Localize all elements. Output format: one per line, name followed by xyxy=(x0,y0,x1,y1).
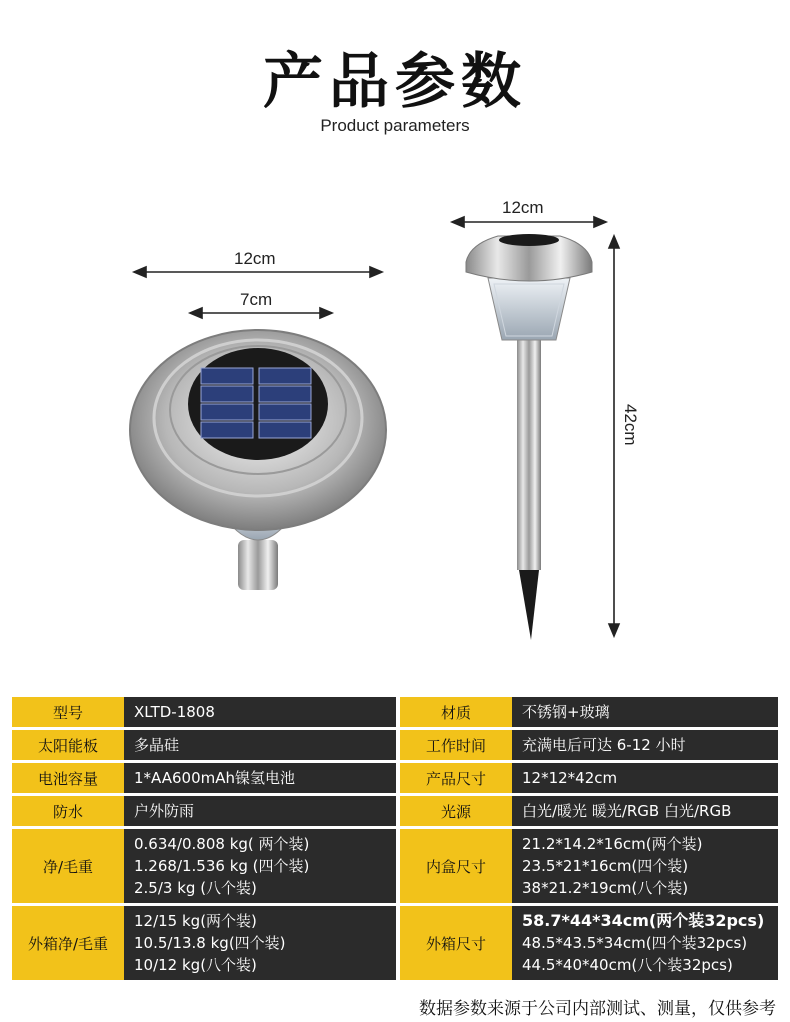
spec-key: 型号 xyxy=(12,697,124,727)
spec-value: XLTD-1808 xyxy=(124,697,396,727)
footnote: 数据参数来源于公司内部测试、测量，仅供参考 xyxy=(419,999,776,1019)
spec-value: 12*12*42cm xyxy=(512,763,778,793)
spec-key: 太阳能板 xyxy=(12,730,124,760)
table-row xyxy=(12,763,778,793)
spec-key: 外箱尺寸 xyxy=(396,906,512,980)
spec-value: 白光/暖光 暖光/RGB 白光/RGB xyxy=(512,796,778,826)
spec-key: 电池容量 xyxy=(12,763,124,793)
spec-value: 充满电后可达 6-12 小时 xyxy=(512,730,778,760)
spec-key: 外箱净/毛重 xyxy=(12,906,124,980)
spec-value: 58.7*44*34cm(两个装32pcs) 48.5*43.5*34cm(四个装32pcs) 44.5*40*40cm(八个装32pcs) xyxy=(512,906,778,980)
spec-key: 防水 xyxy=(12,796,124,826)
table-row xyxy=(12,730,778,760)
spec-key: 净/毛重 xyxy=(12,829,124,903)
height-label: 42cm xyxy=(621,404,640,446)
side-width-label: 12cm xyxy=(502,198,544,217)
spec-key: 内盒尺寸 xyxy=(396,829,512,903)
lamp-side-view xyxy=(466,234,592,640)
spec-value: 21.2*14.2*16cm(两个装) 23.5*21*16cm(四个装) 38*21.2*19cm(八个装) xyxy=(512,829,778,903)
table-row xyxy=(12,906,778,980)
spec-value: 1*AA600mAh镍氢电池 xyxy=(124,763,396,793)
spec-value: 多晶硅 xyxy=(124,730,396,760)
top-width-label: 12cm xyxy=(234,249,276,268)
specs-table xyxy=(12,694,778,983)
panel-width-label: 7cm xyxy=(240,290,273,309)
spec-key: 光源 xyxy=(396,796,512,826)
spec-key: 产品尺寸 xyxy=(396,763,512,793)
table-row xyxy=(12,796,778,826)
table-row xyxy=(12,697,778,727)
spec-key: 材质 xyxy=(396,697,512,727)
lamp-top-view xyxy=(130,330,386,590)
page-subtitle: Product parameters xyxy=(320,116,470,135)
spec-value: 户外防雨 xyxy=(124,796,396,826)
table-row xyxy=(12,829,778,903)
spec-value: 12/15 kg(两个装) 10.5/13.8 kg(四个装) 10/12 kg(八个装) xyxy=(124,906,396,980)
spec-value: 0.634/0.808 kg( 两个装) 1.268/1.536 kg (四个装) 2.5/3 kg (八个装) xyxy=(124,829,396,903)
spec-key: 工作时间 xyxy=(396,730,512,760)
height-arrow xyxy=(609,236,619,636)
spec-value: 不锈钢+玻璃 xyxy=(512,697,778,727)
side-width-arrow xyxy=(452,217,606,227)
page-title: 产品参数 xyxy=(263,47,527,117)
